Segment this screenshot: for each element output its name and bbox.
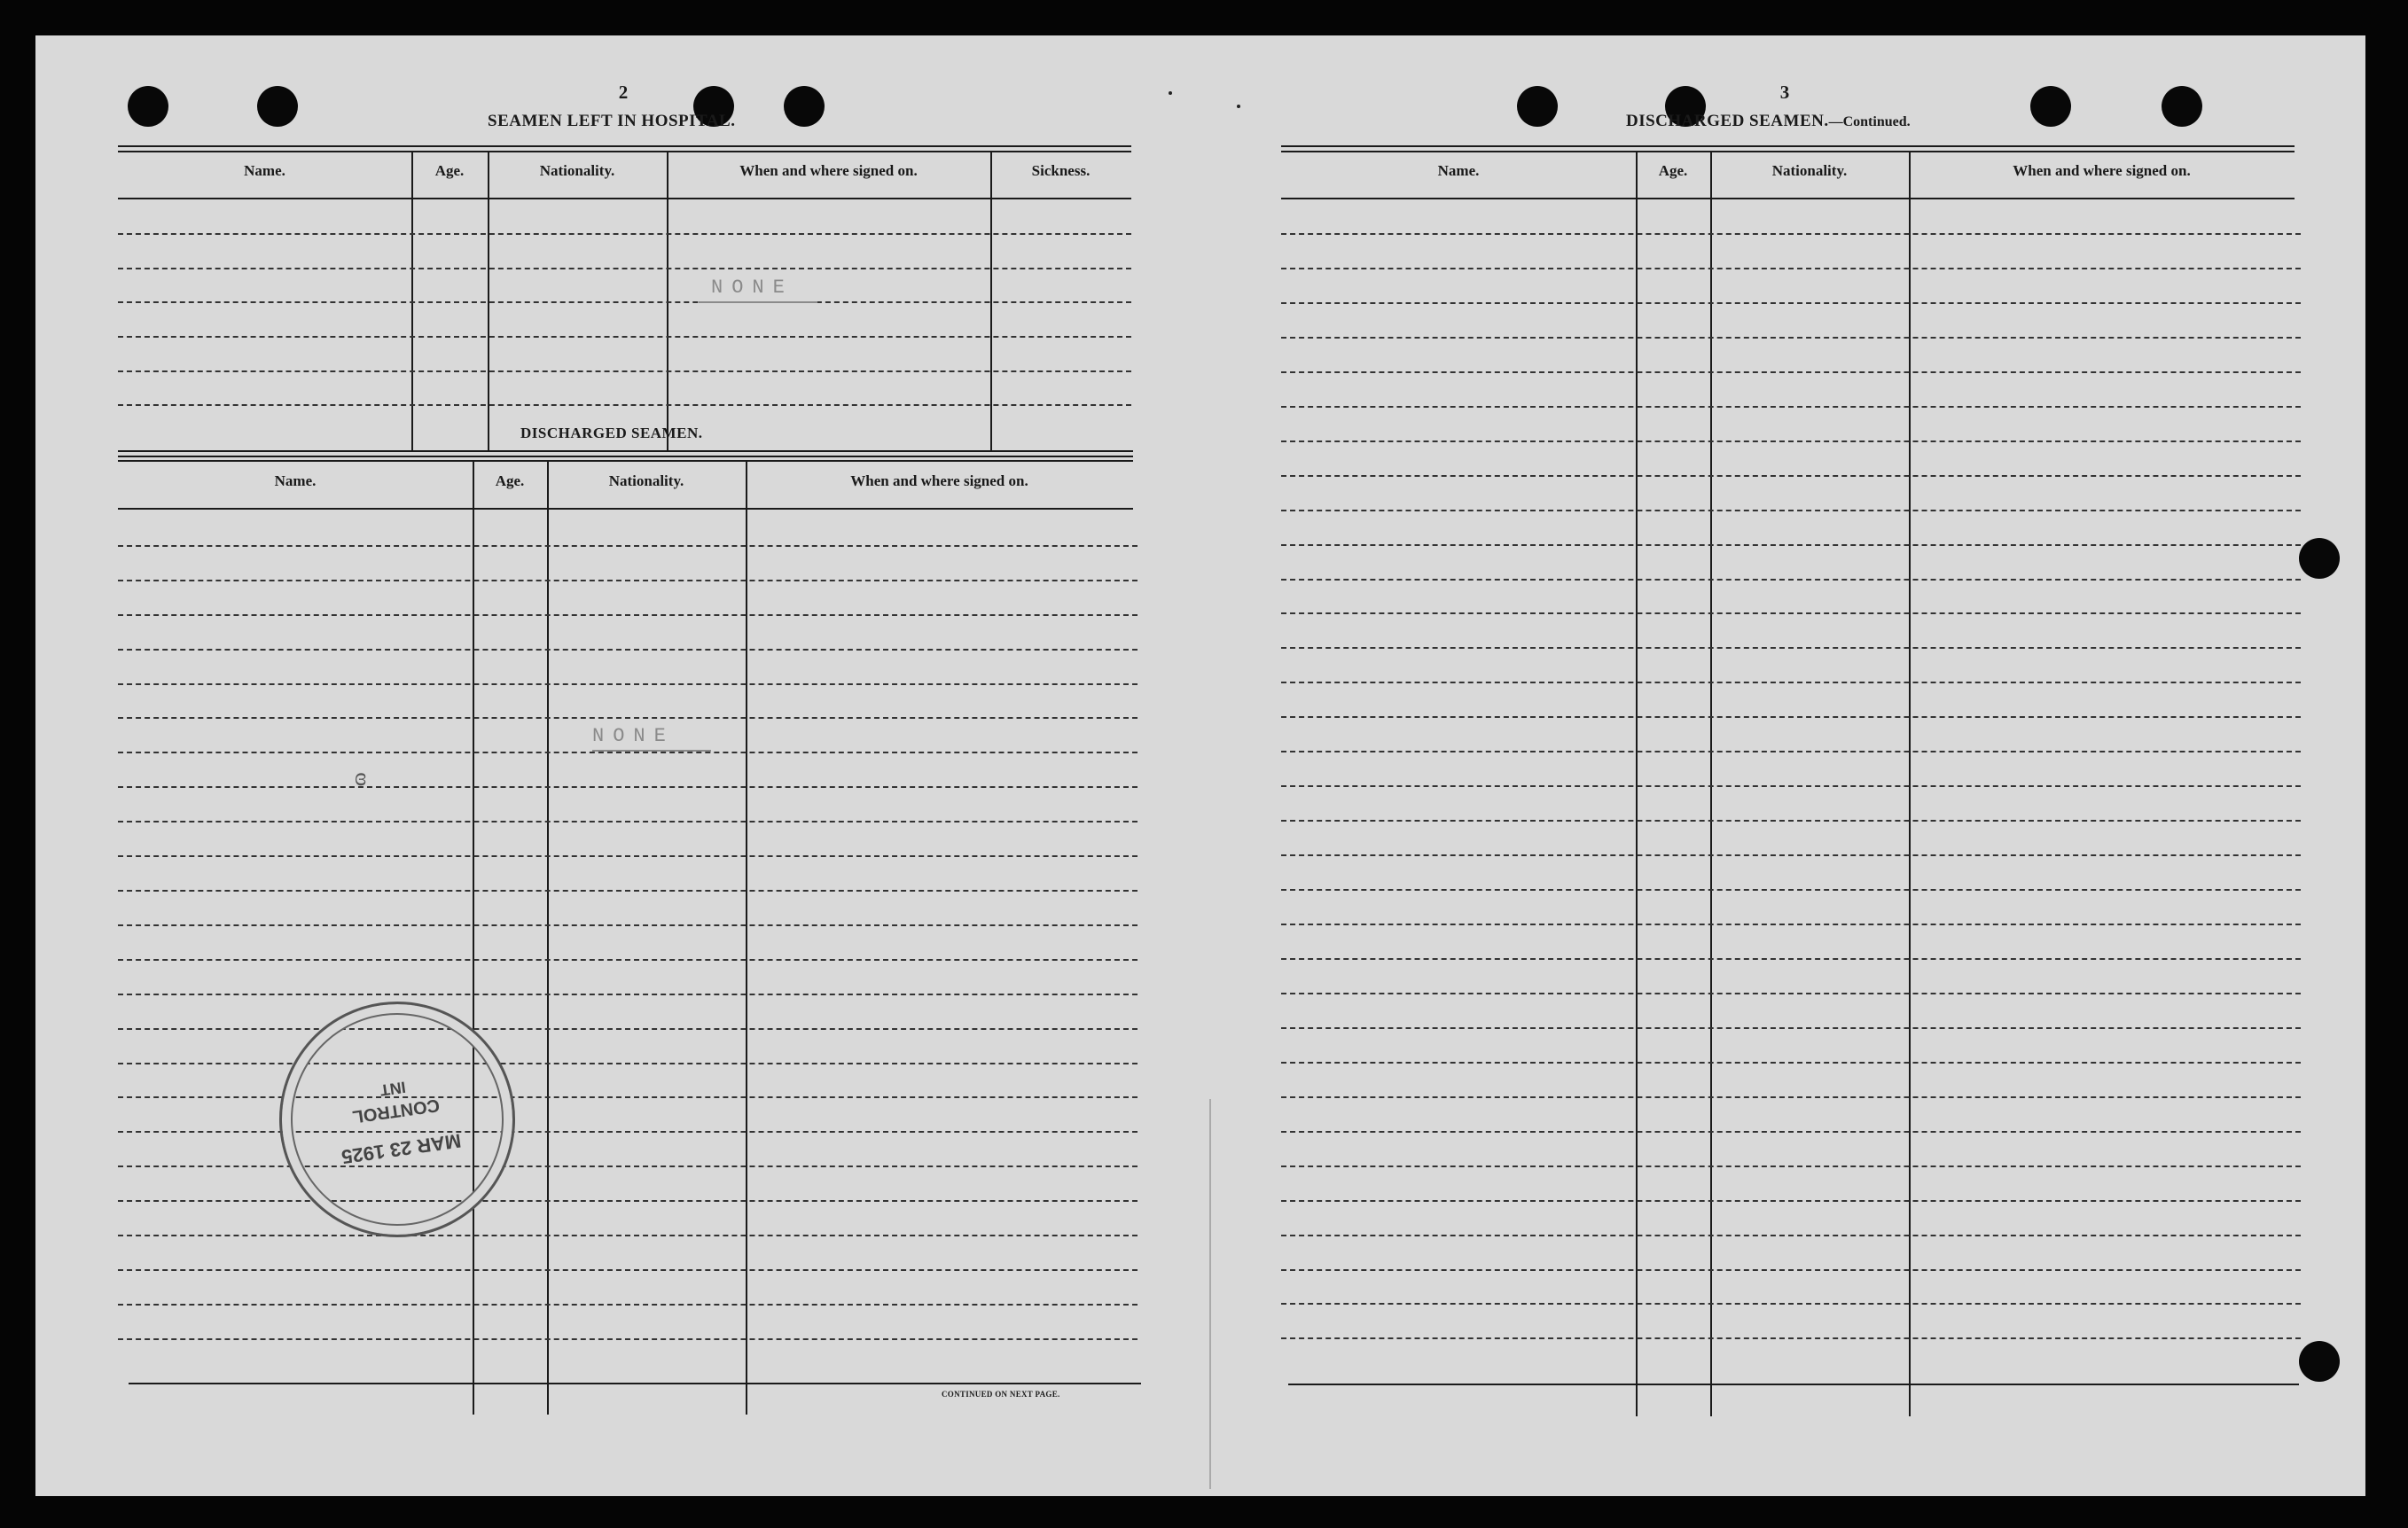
ruled-row-line [1281, 475, 2301, 477]
ruled-row-line [118, 1165, 1138, 1167]
right-page-title-main: DISCHARGED SEAMEN. [1626, 112, 1829, 130]
ruled-row-line [1281, 406, 2301, 408]
ruled-row-line [1281, 233, 2301, 235]
punch-hole [784, 86, 825, 127]
col-header-name: Name. [244, 162, 285, 179]
right-page-number: 3 [1779, 82, 1790, 103]
right-page-bottom-rule [1288, 1384, 2299, 1385]
discharged-top-rule-2 [118, 460, 1133, 462]
ruled-row-line [118, 994, 1138, 995]
ruled-row-line [1281, 440, 2301, 442]
right-page-title [1626, 112, 1911, 131]
ruled-row-line [118, 301, 1131, 303]
ruled-row-line [1281, 682, 2301, 683]
ruled-row-line [1281, 785, 2301, 787]
left-page-bottom-rule [129, 1383, 1141, 1384]
ruled-row-line [118, 717, 1138, 719]
ruled-row-line [118, 268, 1131, 269]
col-header-name: Name. [1437, 162, 1480, 179]
ruled-row-line [118, 786, 1138, 788]
right-col-divider [1909, 151, 1911, 1416]
ruled-row-line [1281, 1200, 2301, 1202]
col-header-age: Age. [434, 162, 465, 179]
ruled-row-line [118, 1338, 1138, 1340]
document-sheet [35, 35, 2365, 1496]
discharged-col-divider [473, 462, 474, 1415]
right-page-title-suffix: —Continued. [1828, 114, 1911, 129]
right-top-rule [1281, 145, 2295, 147]
ruled-row-line [1281, 1303, 2301, 1305]
hospital-typed-underline [699, 301, 817, 303]
punch-hole [128, 86, 168, 127]
ruled-row-line [1281, 1027, 2301, 1029]
ruled-row-line [118, 1235, 1138, 1236]
hospital-top-rule [118, 145, 1131, 147]
ruled-row-line [1281, 579, 2301, 581]
stamp-text: INT [379, 1078, 407, 1100]
right-header-rule [1281, 198, 2295, 199]
pencil-mark: ɞ [355, 762, 367, 791]
ruled-row-line [1281, 958, 2301, 960]
speck [1169, 91, 1172, 95]
hospital-section-title: SEAMEN LEFT IN HOSPITAL. [488, 112, 736, 130]
ruled-row-line [118, 821, 1138, 822]
hospital-header-rule [118, 198, 1131, 199]
col-header-when-where: When and where signed on. [739, 162, 918, 179]
right-col-divider [1710, 151, 1712, 1416]
stamp-text: CONTROL [351, 1095, 442, 1127]
ruled-row-line [1281, 993, 2301, 994]
ruled-row-line [1281, 1096, 2301, 1098]
col-header-nationality: Nationality. [539, 162, 615, 179]
ruled-row-line [1281, 1269, 2301, 1271]
ruled-row-line [118, 959, 1138, 961]
ruled-row-line [118, 336, 1131, 338]
ruled-row-line [1281, 889, 2301, 891]
ruled-row-line [1281, 924, 2301, 925]
ruled-row-line [1281, 647, 2301, 649]
col-header-nationality: Nationality. [608, 472, 684, 489]
center-fold [1209, 1099, 1211, 1489]
speck [1237, 105, 1240, 108]
col-header-age: Age. [495, 472, 525, 489]
ruled-row-line [1281, 1131, 2301, 1133]
ruled-row-line [1281, 820, 2301, 822]
discharged-typed-underline [592, 750, 711, 752]
ruled-row-line [1281, 1062, 2301, 1064]
hospital-typed-none: NONE [711, 277, 794, 299]
ruled-row-line [1281, 268, 2301, 269]
ruled-row-line [1281, 1165, 2301, 1167]
ruled-row-line [118, 649, 1138, 651]
col-header-name: Name. [274, 472, 317, 489]
ruled-row-line [1281, 302, 2301, 304]
discharged-header-rule [118, 508, 1133, 510]
punch-hole [1517, 86, 1558, 127]
ruled-row-line [118, 614, 1138, 616]
right-top-rule-2 [1281, 151, 2295, 152]
col-header-when-where: When and where signed on. [2013, 162, 2191, 179]
ruled-row-line [118, 924, 1138, 926]
ruled-row-line [118, 1269, 1138, 1271]
stamp-date: MAR 23 1925 [340, 1129, 463, 1168]
ruled-row-line [118, 752, 1138, 753]
left-page-number: 2 [618, 82, 629, 103]
discharged-typed-none: NONE [592, 725, 675, 747]
hospital-bottom-rule [118, 450, 1133, 452]
ruled-row-line [118, 1028, 1138, 1030]
ruled-row-line [1281, 1235, 2301, 1236]
ruled-row-line [118, 580, 1138, 581]
col-header-when-where: When and where signed on. [850, 472, 1028, 489]
right-col-divider [1636, 151, 1638, 1416]
col-header-sickness: Sickness. [1031, 162, 1091, 179]
ruled-row-line [1281, 612, 2301, 614]
ruled-row-line [118, 1131, 1138, 1133]
ruled-row-line [118, 1304, 1138, 1306]
col-header-age: Age. [1658, 162, 1688, 179]
hospital-top-rule-2 [118, 151, 1131, 152]
punch-hole [2299, 538, 2340, 579]
immigration-stamp [264, 986, 530, 1252]
ruled-row-line [118, 1096, 1138, 1098]
ruled-row-line [118, 683, 1138, 685]
continued-note: CONTINUED ON NEXT PAGE. [942, 1390, 1060, 1399]
ruled-row-line [118, 855, 1138, 857]
punch-hole [2162, 86, 2202, 127]
ruled-row-line [118, 233, 1131, 235]
ruled-row-line [118, 545, 1138, 547]
ruled-row-line [118, 370, 1131, 372]
ruled-row-line [118, 1063, 1138, 1064]
discharged-section-title: DISCHARGED SEAMEN. [520, 425, 703, 441]
ruled-row-line [118, 1200, 1138, 1202]
ruled-row-line [1281, 371, 2301, 373]
discharged-col-divider [547, 462, 549, 1415]
col-header-nationality: Nationality. [1771, 162, 1848, 179]
ruled-row-line [1281, 510, 2301, 511]
ruled-row-line [1281, 716, 2301, 718]
ruled-row-line [1281, 751, 2301, 752]
ruled-row-line [118, 404, 1131, 406]
ruled-row-line [1281, 544, 2301, 546]
ruled-row-line [118, 890, 1138, 892]
ruled-row-line [1281, 854, 2301, 856]
discharged-top-rule [118, 456, 1133, 457]
punch-hole [257, 86, 298, 127]
punch-hole [2299, 1341, 2340, 1382]
ruled-row-line [1281, 1337, 2301, 1339]
punch-hole [2030, 86, 2071, 127]
discharged-col-divider [746, 462, 747, 1415]
ruled-row-line [1281, 337, 2301, 339]
